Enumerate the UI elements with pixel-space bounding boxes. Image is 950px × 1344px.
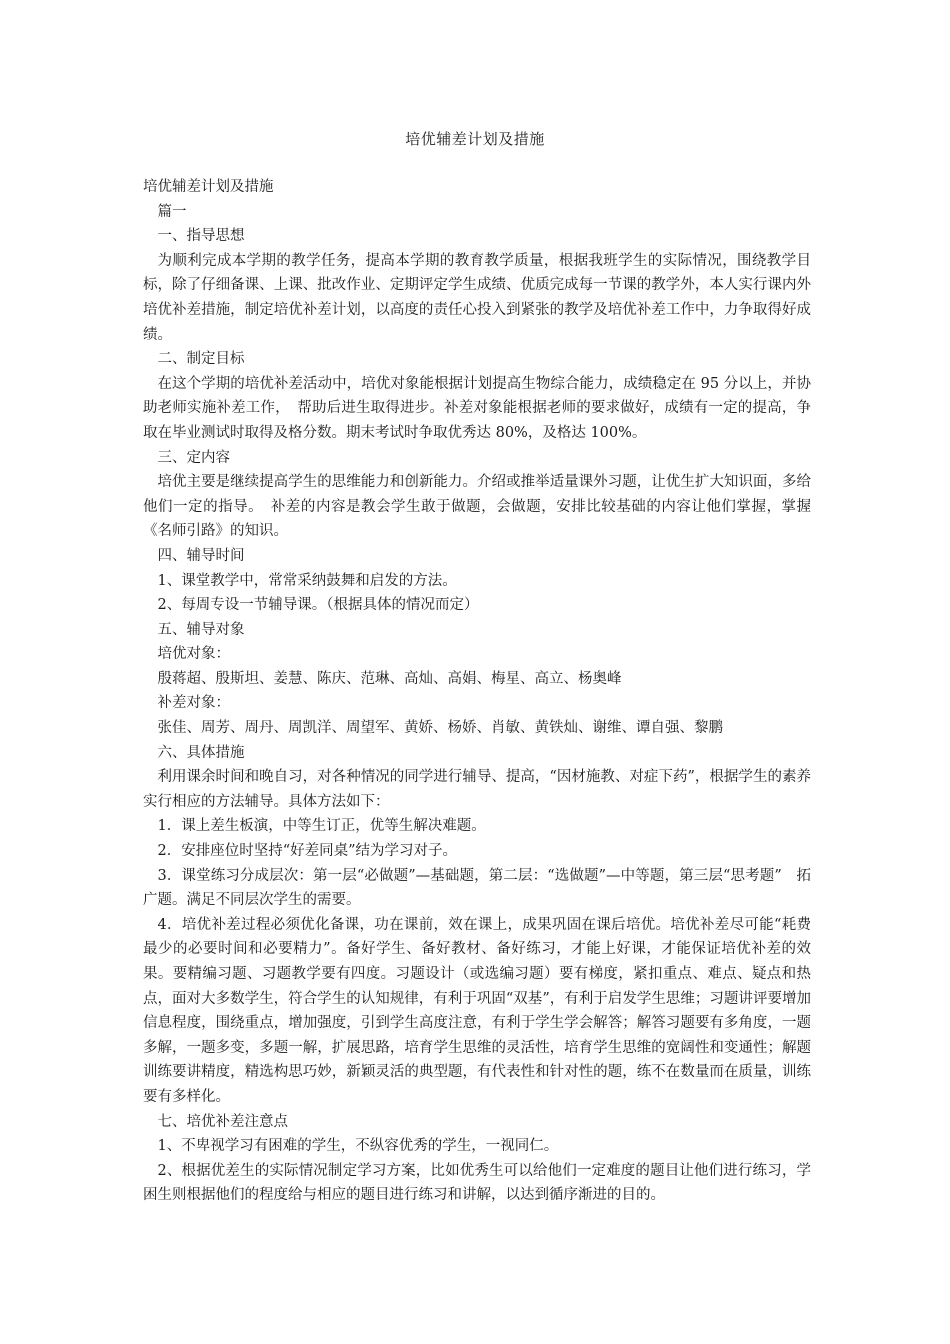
paragraph: 殷蒋超、殷斯坦、姜慧、陈庆、范琳、高灿、高娟、梅星、高立、杨奥峰 (157, 670, 622, 687)
paragraph: 2．安排座位时坚持“好差同桌”结为学习对子。 (157, 843, 458, 860)
paragraph: 1．课上差生板演，中等生订正，优等生解决难题。 (157, 818, 486, 835)
paragraph: 为顺利完成本学期的教学任务，提高本学期的教育教学质量，根据我班学生的实际情况，围绕教学目标，除了仔细备课、上课、批改作业、定期评定学生成绩、优质完成每一节课的教学外，本人实行课内外培优补差措施，制定培优补差计划，以高度的责任心投入到紧张的教学及培优补差工作中，力争取得好成绩。 (143, 252, 811, 343)
paragraph: 2、根据优差生的实际情况制定学习方案，比如优秀生可以给他们一定难度的题目让他们进行练习，学困生则根据他们的程度给与相应的题目进行练习和讲解，以达到循序渐进的目的。 (143, 1162, 811, 1204)
paragraph: 培优对象： (157, 646, 230, 663)
paragraph: 2、每周专设一节辅导课。（根据具体的情况而定） (157, 597, 479, 614)
paragraph: 1、课堂教学中，常常采纳鼓舞和启发的方法。 (157, 572, 457, 589)
paragraph: 三、定内容 (157, 449, 230, 466)
paragraph: 张佳、周芳、周丹、周凯洋、周望军、黄娇、杨娇、肖敏、黄铁灿、谢维、谭自强、黎鹏 (157, 720, 723, 737)
document-body (143, 175, 811, 1208)
document-title: 培优辅差计划及措施 (405, 130, 545, 148)
paragraph: 培优主要是继续提高学生的思维能力和创新能力。介绍或推举适量课外习题，让优生扩大知识面，多给他们一定的指导。 补差的内容是教会学生敢于做题，会做题，安排比较基础的内容让他们掌握，掌握《名师引路》的知识。 (143, 474, 811, 540)
paragraph: 七、培优补差注意点 (157, 1113, 288, 1130)
paragraph: 篇一 (157, 203, 187, 220)
paragraph: 补差对象： (157, 695, 230, 712)
paragraph: 1、不卑视学习有困难的学生，不纵容优秀的学生，一视同仁。 (157, 1138, 559, 1155)
paragraph: 培优辅差计划及措施 (143, 179, 274, 195)
paragraph: 在这个学期的培优补差活动中，培优对象能根据计划提高生物综合能力，成绩稳定在 95 分以上，并协助老师实施补差工作， 帮助后进生取得进步。补差对象能根据老师的要求做好，成绩有一定的提高，争取在毕业测试时取得及格分数。期末考试时争取优秀达 80%，及格达 100%。 (143, 375, 811, 441)
paragraph: 五、辅导对象 (157, 621, 245, 638)
paragraph: 二、制定目标 (157, 351, 245, 368)
paragraph: 四、辅导时间 (157, 547, 245, 564)
paragraph: 六、具体措施 (157, 744, 245, 761)
paragraph: 一、指导思想 (157, 228, 245, 245)
paragraph: 3．课堂练习分成层次：第一层“必做题”—基础题，第二层：“选做题”—中等题，第三层“思考题” 拓广题。满足不同层次学生的需要。 (143, 867, 811, 909)
paragraph: 利用课余时间和晚自习，对各种情况的同学进行辅导、提高，“因材施教、对症下药”，根据学生的素养实行相应的方法辅导。具体方法如下： (143, 769, 811, 810)
paragraph: 4．培优补差过程必须优化备课，功在课前，效在课上，成果巩固在课后培优。培优补差尽可能“耗费最少的必要时间和必要精力”。备好学生、备好教材、备好练习，才能上好课，才能保证培优补差的效果。要精编习题、习题教学要有四度。习题设计（或选编习题）要有梯度，紧扣重点、难点、疑点和热点，面对大多数学生，符合学生的认知规律，有利于巩固“双基”，有利于启发学生思维；习题讲评要增加信息程度，围绕重点，增加强度，引到学生高度注意，有利于学生学会解答；解答习题要有多角度，一题多解，一题多变，多题一解，扩展思路，培育学生思维的灵活性，培育学生思维的宽阔性和变通性；解题训练要讲精度，精选构思巧妙，新颖灵活的典型题，有代表性和针对性的题，练不在数量而在质量，训练要有多样化。 (143, 916, 811, 1105)
